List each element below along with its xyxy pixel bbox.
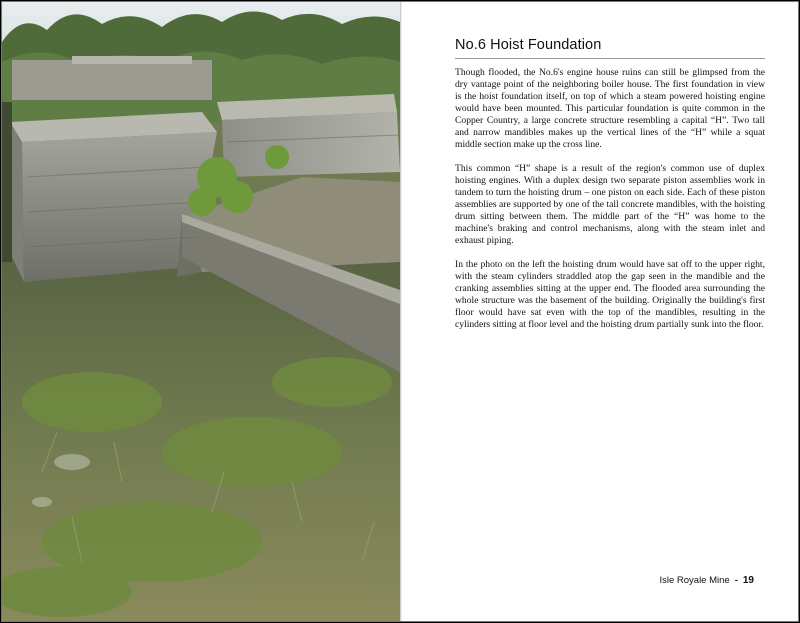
text-page [402, 2, 798, 621]
page-footer [659, 575, 754, 586]
book-spread [1, 1, 799, 622]
paragraph-1: Though flooded, the No.6's engine house ruins can still be glimpsed from the dry vantage point of the neighboring boiler house. The first foundation in view is the hoist foundation itself, on top of which a steam powered hoisting engine would have been mounted. This particular foundation is quite common in the Copper Country, a large concrete structure resembling a capital “H”. Two tall and narrow mandibles makes up the vertical lines of the “H” while a squat middle section make up the cross line. [455, 67, 765, 150]
paragraph-3: In the photo on the left the hoisting drum would have sat off to the upper right, with the steam cylinders straddled atop the gap seen in the mandible and the cranking assemblies sitting at the upper end. The flooded area surrounding the whole structure was the basement of the building. Originally the building's first floor would have sat even with the top of the mandibles, resulting in the cylinders sitting at floor level and the hoisting drum partially sunk into the floor. [455, 259, 765, 330]
page-title: No.6 Hoist Foundation [455, 37, 602, 53]
article-body [455, 67, 765, 343]
book-title: Isle Royale Mine [659, 575, 730, 586]
footer-separator: - [734, 575, 738, 586]
paragraph-2: This common “H” shape is a result of the region's common use of duplex hoisting engines. With a duplex design two separate piston assemblies work in tandem to turn the hoisting drum – one piston on each side. Each of these piston assemblies are supported by one of the tall concrete mandibles, with the hoisting drum sitting between them. The middle part of the “H” was home to the machine's braking and control mechanisms, along with the steam inlet and exhaust piping. [455, 163, 765, 246]
page-number: 19 [742, 575, 754, 586]
title-divider [455, 58, 765, 59]
foundation-photo [2, 2, 400, 621]
